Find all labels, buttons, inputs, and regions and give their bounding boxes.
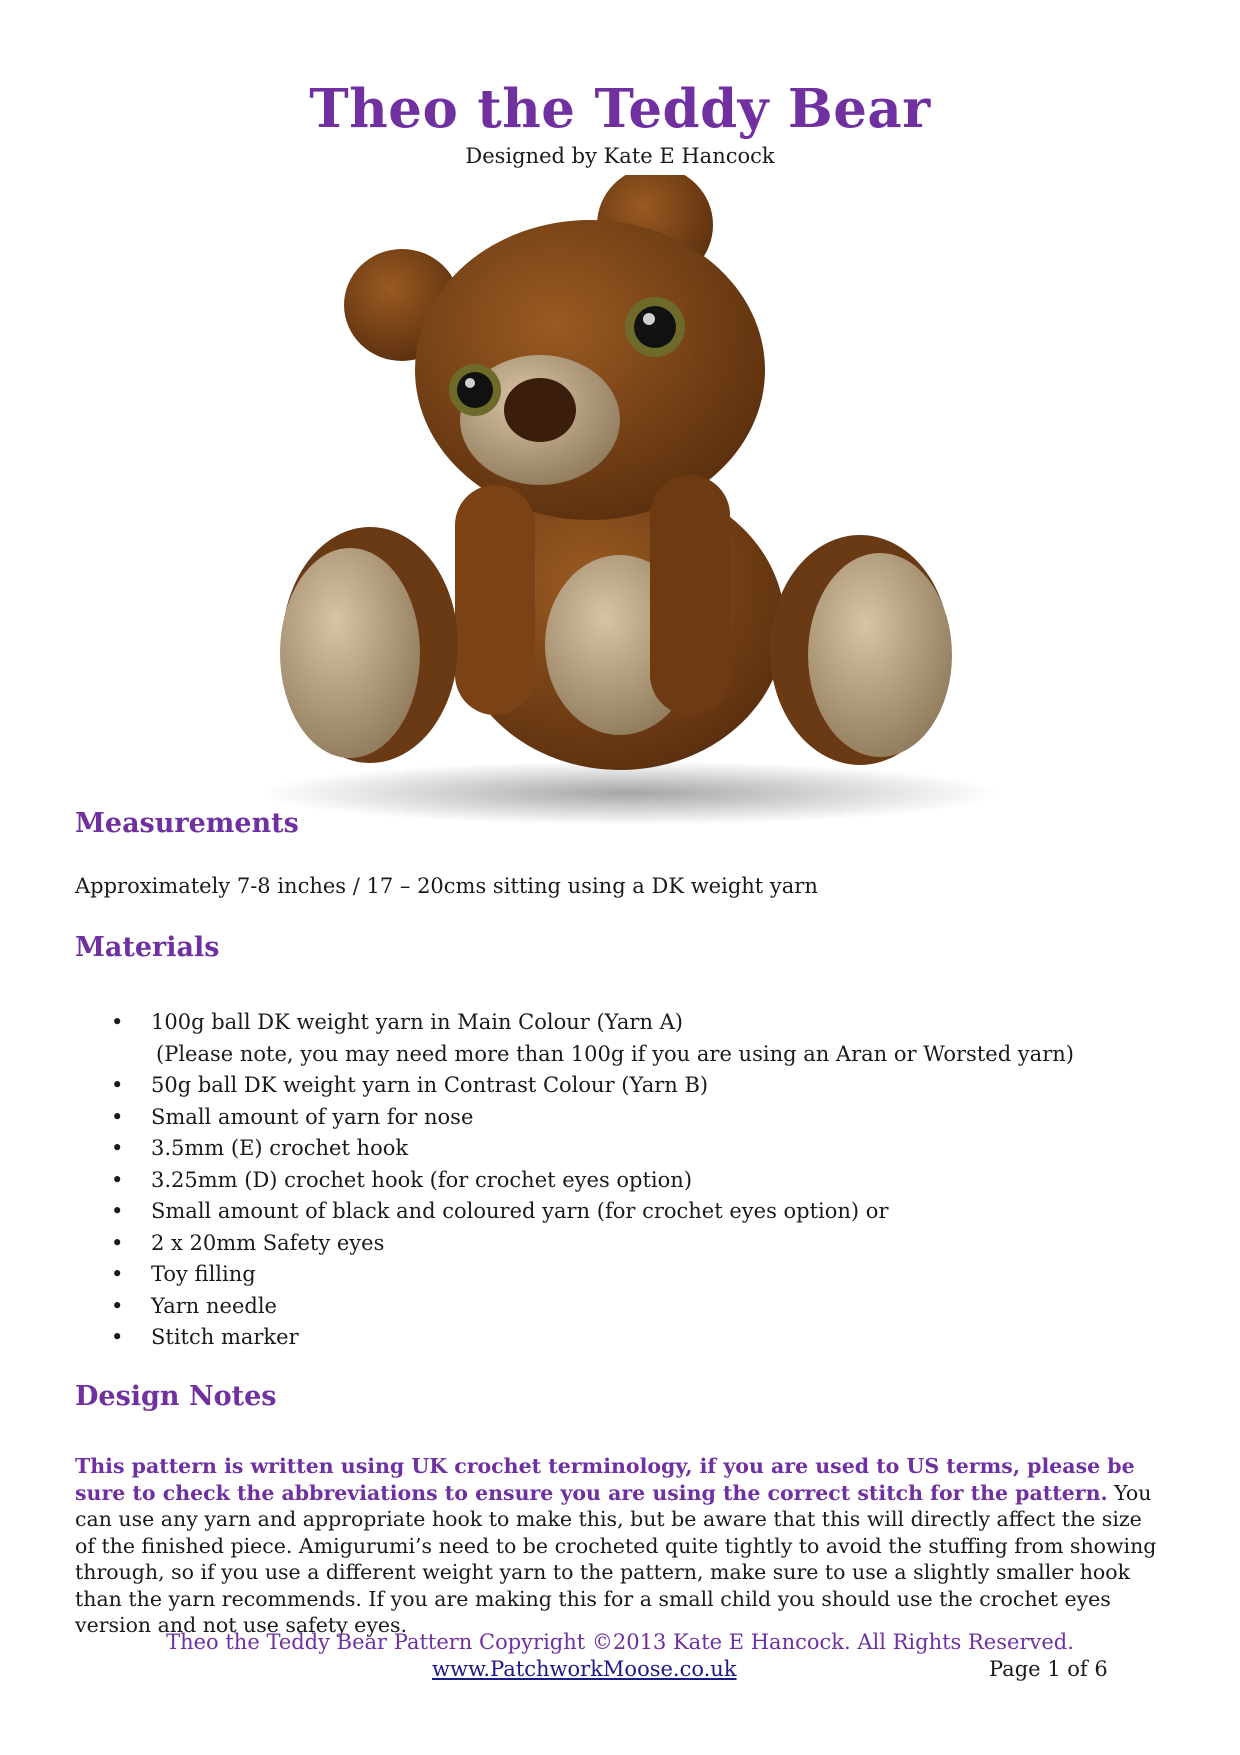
list-item: • Stitch marker bbox=[111, 1325, 299, 1349]
measurements-heading: Measurements bbox=[75, 808, 299, 839]
list-item: • Yarn needle bbox=[111, 1293, 277, 1318]
list-item: • Toy filling bbox=[111, 1262, 256, 1286]
design-notes-body: You can use any yarn and appropriate hook to make this, but be aware that this will directly affect the size of the finished piece. Amigurumi’s need to be crocheted quite tightly to avoid the stuffing from showing through, so if you use a different weight yarn to the pattern, make sure to use a slightly smaller hook than the yarn recommends. If you are making this for a small child you should use the crochet eyes version and not use safety eyes. bbox=[75, 1480, 1157, 1637]
list-item-note: (Please note, you may need more than 100g if you are using an Aran or Worsted yarn) bbox=[156, 1041, 1074, 1066]
measurements-text: Approximately 7-8 inches / 17 – 20cms sitting using a DK weight yarn bbox=[75, 874, 818, 898]
page-number: Page 1 of 6 bbox=[989, 1657, 1108, 1681]
list-item: • Small amount of yarn for nose bbox=[111, 1104, 474, 1129]
list-item: • 100g ball DK weight yarn in Main Colour (Yarn A) bbox=[111, 1010, 684, 1034]
list-item: • Small amount of black and coloured yarn (for crochet eyes option) or bbox=[111, 1199, 889, 1223]
materials-list bbox=[75, 1007, 1075, 1354]
list-item: • 50g ball DK weight yarn in Contrast Colour (Yarn B) bbox=[111, 1073, 709, 1097]
page-title: Theo the Teddy Bear bbox=[309, 78, 931, 140]
design-notes-heading: Design Notes bbox=[75, 1381, 277, 1412]
list-item: • 2 x 20mm Safety eyes bbox=[111, 1230, 385, 1255]
list-item: • 3.25mm (D) crochet hook (for crochet eyes option) bbox=[111, 1167, 693, 1192]
teddy-bear-photo bbox=[240, 175, 1020, 840]
list-item: • 3.5mm (E) crochet hook bbox=[111, 1136, 409, 1160]
designer-credit: Designed by Kate E Hancock bbox=[465, 144, 775, 168]
terminology-warning: This pattern is written using UK crochet terminology, if you are used to US terms, please be sure to check the abbreviations to ensure you are using the correct stitch for the pattern. bbox=[75, 1454, 1135, 1505]
website-link[interactable]: www.PatchworkMoose.co.uk bbox=[432, 1657, 737, 1681]
design-notes-text bbox=[75, 1453, 1165, 1639]
materials-heading: Materials bbox=[75, 932, 220, 963]
copyright-footer: Theo the Teddy Bear Pattern Copyright ©2013 Kate E Hancock. All Rights Reserved. bbox=[166, 1630, 1074, 1654]
